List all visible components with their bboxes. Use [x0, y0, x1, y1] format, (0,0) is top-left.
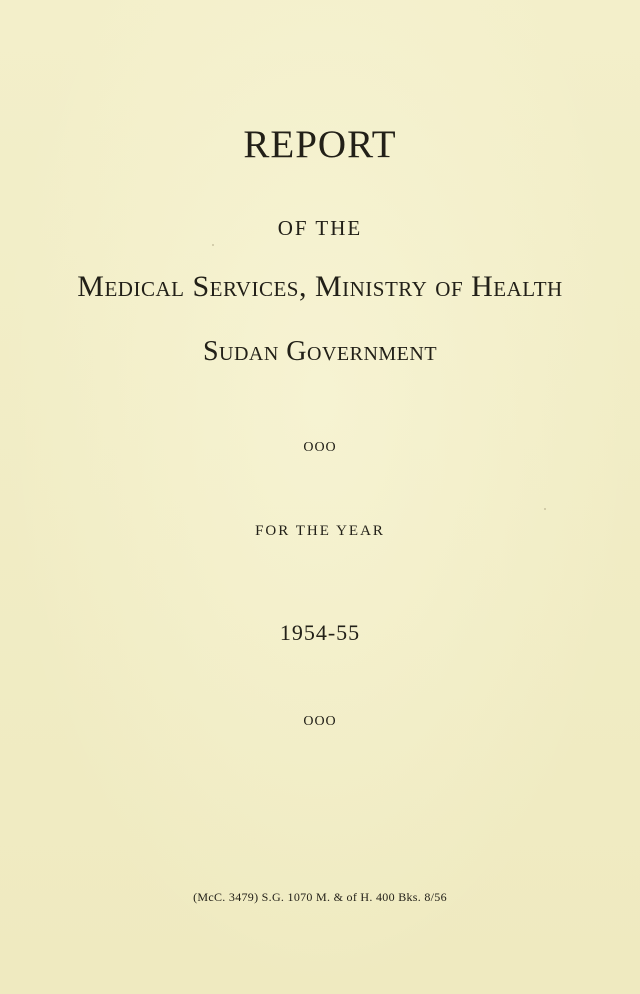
government-name: Sudan Government	[202, 336, 438, 367]
report-title: REPORT	[243, 123, 397, 166]
report-year: 1954-55	[279, 620, 361, 645]
paper-speck	[544, 508, 546, 510]
paper-speck	[212, 244, 214, 246]
organization-name: Medical Services, Ministry of Health	[77, 270, 563, 303]
for-the-year-line: FOR THE YEAR	[255, 523, 385, 539]
printer-imprint: (McC. 3479) S.G. 1070 M. & of H. 400 Bks. 8/56	[193, 890, 447, 904]
of-the-line: OF THE	[277, 216, 363, 240]
separator-bottom: OOO	[303, 714, 337, 729]
separator-top: OOO	[303, 440, 337, 455]
